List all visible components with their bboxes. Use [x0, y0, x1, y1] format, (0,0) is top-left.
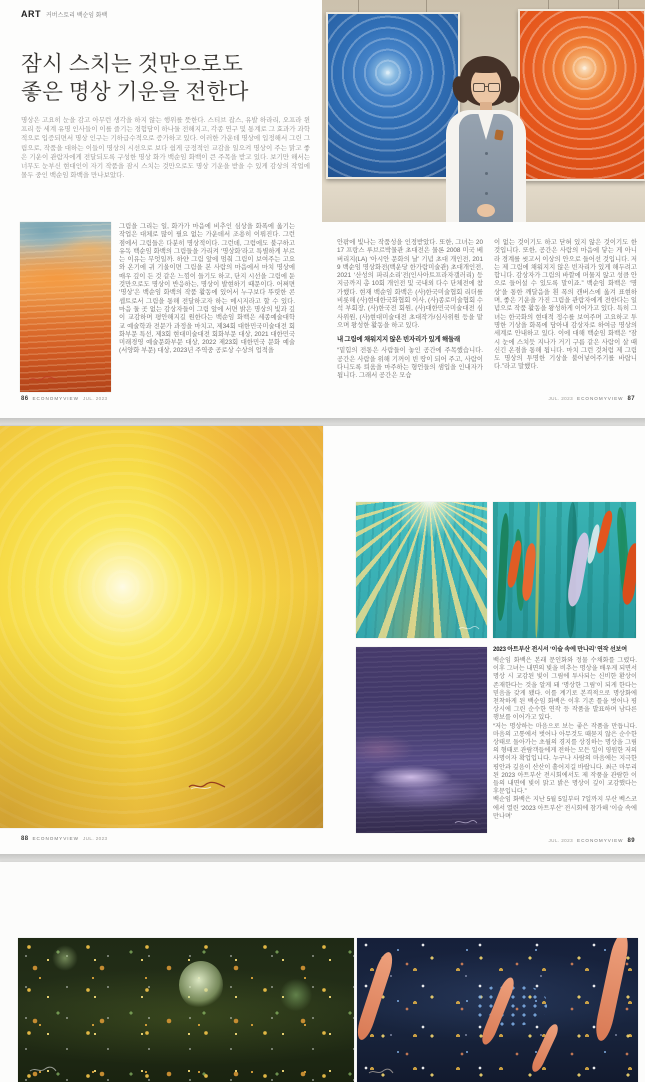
issue-date: JUL. 2023 — [82, 836, 108, 841]
issue-date: JUL. 2023 — [82, 396, 108, 401]
page-footer-right — [548, 396, 635, 402]
artist-hair — [468, 60, 504, 73]
spread-divider — [0, 418, 645, 426]
body-paragraph: 안팎에 빛나는 작품성을 인정받았다. 또한, 그녀는 2017 프랑스 루브르박물관 초대전은 물론 2008 미국 베버리지(LA) ‘아시안 문화의 날’ 기념 초대 개인전, 2019 백순임 명상화전(백운당 한가람미술관) 초대개인전, 2021 ‘산성의 파리소리’전(인사아트프라자갤러리) 등 지금까지 총 10회 개인전 및 국내외 다수 단체전에 참가했다. 현재 백순임 화백은 (사)한국미술협회 리더를 비롯해 (사)현대한국화협회 이사, (사)종로미술협회 수석 부회장, (사)한국전 회원, (사)대한민국미술대전 심사위원, (사)현대미술대전 초대작가/심사위원 등을 맡으며 왕성한 활동을 하고 있다. — [337, 239, 483, 329]
sunset-meditation-painting — [20, 222, 111, 392]
glasses-lens — [488, 83, 500, 92]
headline-line-1: 잠시 스치는 것만으로도 — [21, 52, 244, 76]
page-footer-left — [21, 836, 108, 842]
issue-date: JUL. 2023 — [548, 396, 574, 401]
hanging-wire — [618, 0, 619, 9]
artist-glasses — [473, 83, 499, 91]
body-column-4 — [493, 646, 637, 821]
purple-meditation-painting — [356, 647, 487, 833]
vest-button — [485, 152, 488, 155]
spread-pages-88-89 — [0, 426, 645, 854]
orange-spiral-painting — [518, 9, 645, 181]
glasses-lens — [473, 83, 485, 92]
artist-signature — [28, 374, 58, 384]
article-headline — [21, 50, 249, 107]
page-footer-right — [548, 838, 635, 844]
vest-button — [485, 172, 488, 175]
issue-date: JUL. 2023 — [548, 838, 574, 843]
body-column-2 — [337, 239, 483, 380]
section-label: ART — [21, 9, 41, 19]
page-number: 87 — [627, 396, 635, 402]
pull-quote: “저는 명상하는 마음으로 보는 좋은 작품을 만듭니다. 마음의 고통에서 벗어나 아무것도 때묻지 않은 순수한 상태로 돌아가는 초월의 경지를 상징하는 명상을 그림의 형태로 관람객들에게 전하는 모든 일이 영원한 저의 사명이자 확업입니다. 누구나 사람의 마음에는 지극한 평안과 깊음이 산산이 흩어지길 바랍니다. 최근 마무리된 2023 아트부산 전시회에서도 제 작품을 관람한 이들의 내면에 빛이 맑고 밝은 명상이 깊이 교감했다는 후문입니다.” — [493, 722, 637, 796]
section-kicker — [21, 9, 107, 19]
hanging-wire — [426, 0, 427, 12]
vest-badge — [494, 129, 504, 140]
paint-stroke — [535, 502, 540, 638]
hanging-wire — [548, 0, 549, 9]
magazine-name: ECONOMYVIEW — [577, 396, 624, 401]
artist-gallery-photo — [322, 0, 645, 222]
kicker-subtitle: 커버스토리 백순임 화백 — [46, 13, 108, 19]
teal-golden-rays-painting — [356, 502, 487, 638]
body-column-3: 이 없는 것이기도 하고 닫혀 있지 않은 것이기도 한 것입니다. 또한, 공간은 사람의 마음에 닿는 게 아니라 경계를 씻고서 이상의 안으로 들어선 것입니다. 저는 제 그림에 채워지지 않은 빈자리가 있게 해두려고 합니다. 감상자가 그림의 바깥에 머물지 않고 성큼 안으로 들어설 수 있도록 말이죠.” 백순임 화백은 ‘명상’을 통한 깨달음을 흰 폭의 캔버스에 옮겨 표현하며, 좋은 기운을 가진 그림을 관람자에게 전한다는 일념으로 작품 활동을 왕성하게 이어가고 있다. 특히 그녀는 한국화의 현대적 정수를 보여주며 고요하고 투명한 기상을 화폭에 담아내 감상자로 하여금 명상의 세계로 안내하고 있다. 이에 대해 백순임 화백은 “잠시 눈에 스치듯 지나가 거기 구름 같은 사람이 살 때 신긴 온점을 통해 됩니다. 마치 그런 것처럼 제 그림도 명상의 투명한 기상을 불어넣어주기를 바랍니다.”라고 말했다. — [494, 239, 637, 371]
artist-signature — [457, 624, 481, 632]
body-paragraph: “밑힘의 전통은 사람들이 놓인 공간에 주목했습니다. 공간은 사람을 위해 기꺼이 빈 땅이 되어 주고, 사람이 다니도록 틔움을 마주하는 형언들의 샘입을 인내자가 됩니다. 그래서 공간은 모습 — [337, 347, 483, 380]
magazine-name: ECONOMYVIEW — [32, 836, 79, 841]
article-subhead: 내 그림에 채워지지 않은 빈자리가 있게 해둘래 — [337, 336, 460, 344]
artist-signature — [28, 1065, 58, 1074]
artist-signature — [187, 780, 227, 792]
article-subhead: 2023 아트부산 전시서 ‘이슬 속에 만나리’ 연작 선보여 — [493, 646, 627, 653]
dark-navy-splatter-painting — [357, 938, 638, 1082]
headline-line-2: 좋은 명상 기운을 전한다 — [21, 80, 249, 105]
artist-signature — [367, 1067, 395, 1076]
pale-orb — [179, 961, 223, 1009]
yellow-sun-painting — [0, 426, 323, 828]
spread-next-pages-partial — [0, 862, 645, 1082]
body-paragraph: 백순임 화백은 지난 5월 5일부터 7일까지 부산 벡스코에서 열린 ‘2023 아트부산’ 전시회에 참가해 ‘이슬 속에 만나며’ — [493, 796, 637, 820]
teal-orange-strokes-painting — [493, 502, 636, 638]
artist-hands — [477, 204, 495, 217]
paint-stroke — [496, 513, 510, 621]
pale-orb — [52, 945, 78, 971]
dark-green-splatter-painting — [18, 938, 354, 1082]
artist-signature — [453, 818, 479, 826]
spread-divider — [0, 854, 645, 862]
page-number: 88 — [21, 836, 29, 842]
magazine-name: ECONOMYVIEW — [577, 838, 624, 843]
spread-pages-86-87 — [0, 0, 645, 418]
vest-button — [485, 192, 488, 195]
hanging-wire — [358, 0, 359, 12]
body-paragraph: 백순임 화백은 본래 문인화와 정물 수채화를 그렸다. 이후 그녀는 내면의 빛을 비추는 명상을 배우게 되면서 명상 시 교감된 빛이 그림에 투사되는 신비한 환상이 존재한다는 것을 알게 돼 ‘명상한 그림’이 되게 한다는 믿음을 갖게 됐다. 이를 계기로 본격적으로 명상화에 천착하게 된 백순임 화백은 이후 기존 틀을 벗어나 평상시에 그린 순수한 연작 등 작품을 발표하며 남다른 행보를 이어가고 있다. — [493, 657, 637, 722]
article-intro: 명상은 고요히 눈을 감고 아무런 생각을 하지 않는 행위를 뜻한다. 스티브 잡스, 유발 하라리, 오프라 윈프리 등 세계 유명 인사들이 이를 즐기는 경험담이 하나둘 전해지고, 각종 연구 및 통계로 그 효과가 과학적으로 입증되면서 명상 인구는 기하급수적으로 증가하고 있다. 이러한 가운데 명상에 입정해서 그린 그림으로, 작품을 대하는 이들이 명상의 시선으로 보다 쉽게 긍정적인 교감을 일으켜 명상이 주는 맑고 좋은 기운이 관람자에게 전달되도록 구성한 명상 화가 백순임 화백이 큰 주목을 받고 있다. 보기만 해서는 너무도 눈부신 현대인이 자기 작품을 잠시 스치는 것만으로도 명상 기운을 받을 수 있게 감상의 작업에 몰두 중인 백순임 화백을 만나보았다. — [21, 117, 310, 180]
page-footer-left — [21, 396, 108, 402]
magazine-name: ECONOMYVIEW — [32, 396, 79, 401]
body-column-1: 그림을 그리는 일, 화가가 마음에 비추인 심상을 화폭에 옮기는 작업은 대체로 많이 필요 없는 가운데서 조용히 이뤄진다. 그런 점에서 그림들은 다분히 명상적이다. 그런데, 그럼에도 불구하고 유독 백순임 화백의 그림들을 가리켜 ‘명상화’라고 특별하게 부르는 이유는 무엇일까. 하얀 그림 앞에 멈춰 그림이 보여주는 고요와 온기에 귀 기울이면 그림을 본 사람의 마음에서 마치 명상에 매우 깊이 든 것 같은 느낌이 들기도 하고, 단지 시선을 그림에 둔 것만으로도 명상이 반응하는, 명상이 발현하기 때문이다. 어쩌면 ‘명상’은 백순임 화백의 작품 활동에 있어서 누구보다 뚜렷한 콘셉트로서 그림을 통해 전달하고자 하는 메시지라고 할 수 있다. 마음 둘 곳 없는 감상자들이 그림 앞에 서면 밝은 명상의 빛과 깊이 교감하며 평안해지길 원한다는 백순임 화백은 세종예술대학교 예술학과 전문가 과정을 마치고, 제34회 대한민국미술대전 회화부문 특선, 제3회 현대미술대전 회화부문 대상, 2021 대한민국 미래경영 예술문화부문 대상, 2022 제23회 대한민국 문화 예술 (서양화 부문) 대상, 2023년 주역중 공로상 수상의 업적을 — [119, 223, 295, 355]
page-number: 86 — [21, 396, 29, 402]
page-number: 89 — [627, 838, 635, 844]
artist-figure — [440, 56, 532, 222]
